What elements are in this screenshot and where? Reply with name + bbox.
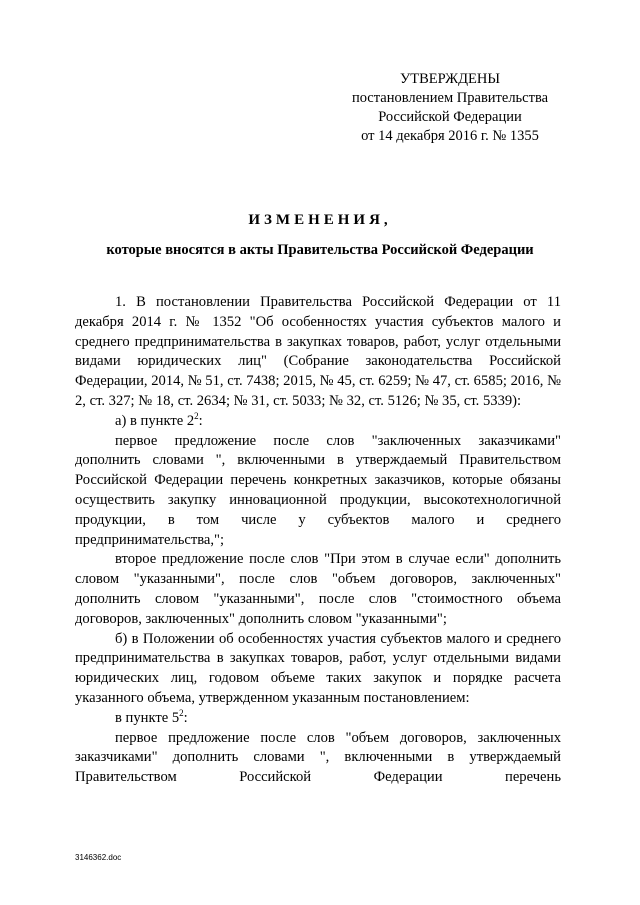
paragraph-6 (75, 709, 561, 729)
paragraph-6-superscript: 2 (179, 707, 184, 718)
approval-line-date: от 14 декабря 2016 г. № 1355 (361, 128, 539, 144)
file-name-footer: 3146362.doc (75, 853, 122, 862)
paragraph-6-colon: : (183, 709, 188, 726)
paragraph-3: первое предложение после слов "заключенных заказчиками" дополнить словами ", включенными в утверждаемый Правительством Российской Федерации перечень конкретных заказчиков, которые обязаны осуществить закупку инновационной продукции, высокотехнологичной продукции, в том числе у субъектов малого и среднего предпринимательства,"; (75, 432, 561, 548)
paragraph-5: б) в Положении об особенностях участия субъектов малого и среднего предпринимательства в закупках товаров, работ, услуг отдельными видами юридических лиц, годовом объеме таких закупок и порядке расчета указанного объема, утвержденном указанным постановлением: (75, 630, 561, 706)
paragraph-1: 1. В постановлении Правительства Российской Федерации от 11 декабря 2014 г. № 1352 "Об особенностях участия субъектов малого и среднего предпринимательства в закупках товаров, работ, услуг отдельными видами юридических лиц" (Собрание законодательства Российской Федерации, 2014, № 51, ст. 7438; 2015, № 45, ст. 6259; № 47, ст. 6585; 2016, № 2, ст. 327; № 18, ст. 2634; № 31, ст. 5033; № 32, ст. 5126; № 35, ст. 5339): (75, 294, 561, 409)
paragraph-2-superscript: 2 (194, 410, 199, 421)
paragraph-6-text: в пункте 5 (115, 709, 180, 726)
paragraph-2-text: а) в пункте 2 (115, 412, 195, 429)
approval-heading: УТВЕРЖДЕНЫ (399, 71, 501, 87)
paragraph-2 (75, 412, 561, 432)
document-title: ИЗМЕНЕНИЯ, (248, 212, 392, 228)
approval-stamp (340, 70, 560, 146)
paragraph-4: второе предложение после слов "При этом в случае если" дополнить словом "указанными", после слов "объем договоров, заключенных" дополнить словом "указанными", после слов "стоимостного объема договоров, заключенных" дополнить словом "указанными"; (75, 551, 561, 627)
document-subtitle: которые вносятся в акты Правительства Российской Федерации (106, 242, 534, 258)
document-body (75, 293, 561, 788)
paragraph-7: первое предложение после слов "объем договоров, заключенных заказчиками" дополнить словами ", включенными в утверждаемый Правительством Российской Федерации перечень (75, 729, 561, 786)
approval-line-decree: постановлением Правительства (351, 90, 549, 106)
approval-line-federation: Российской Федерации (378, 109, 522, 125)
paragraph-2-colon: : (198, 412, 203, 429)
